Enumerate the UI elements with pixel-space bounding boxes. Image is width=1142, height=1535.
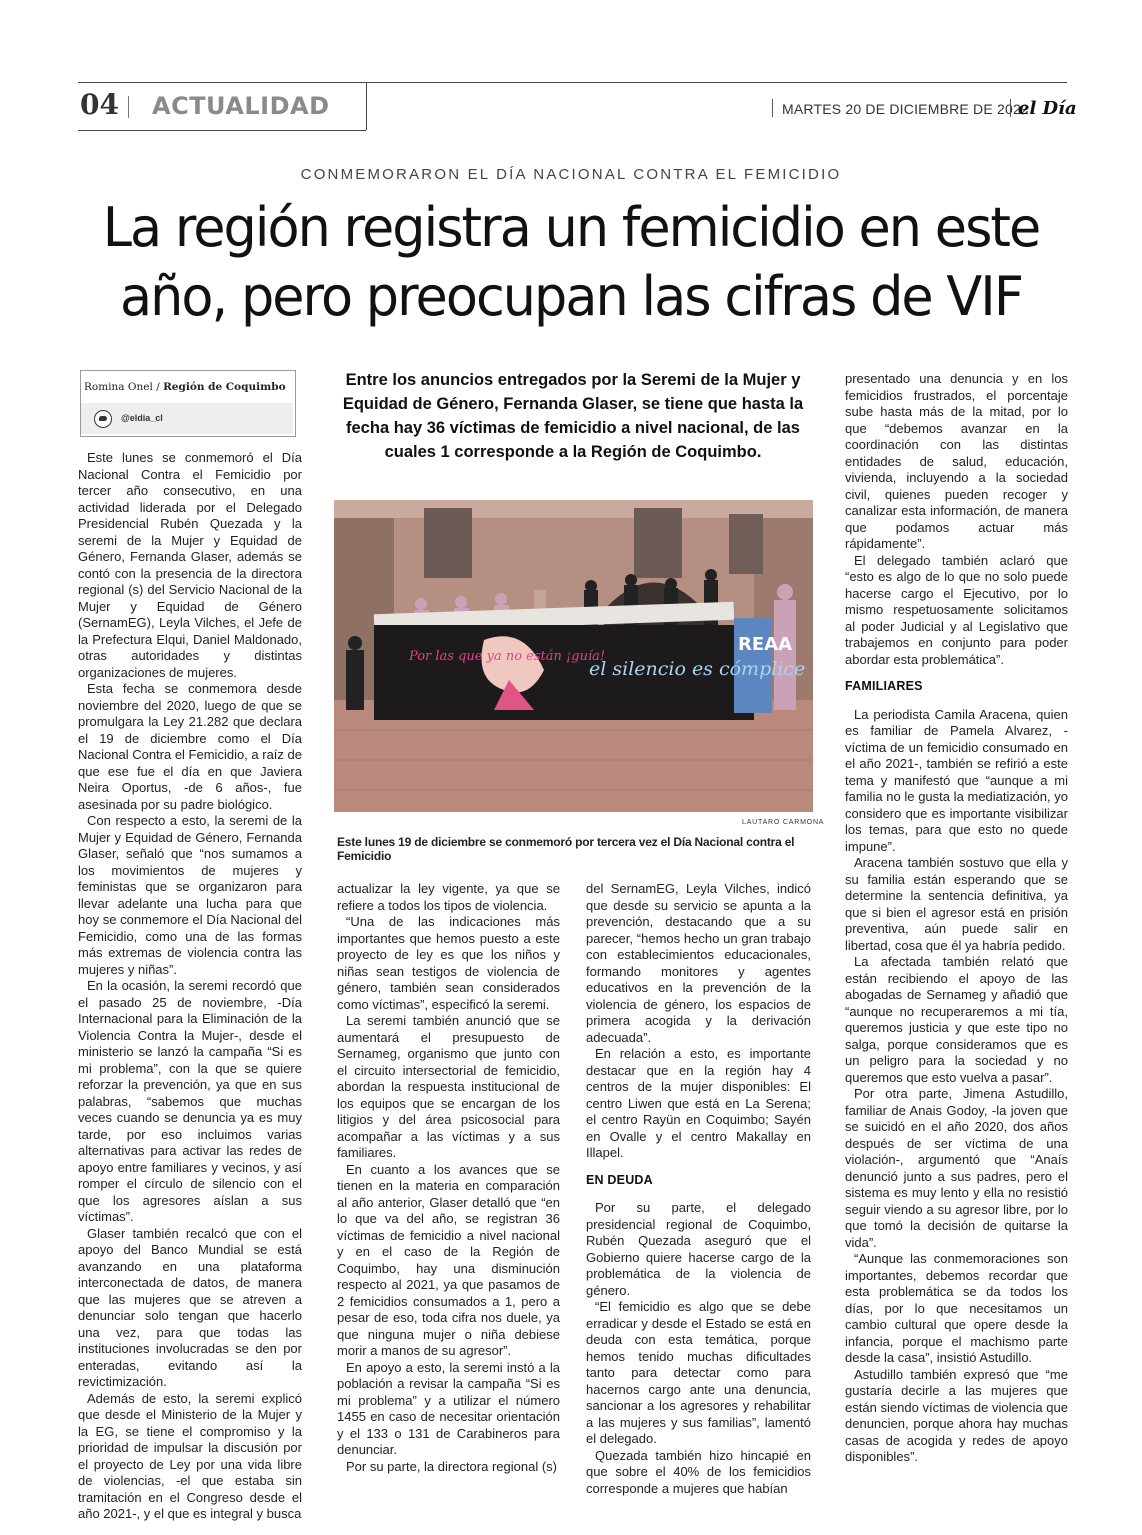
photo-caption: Este lunes 19 de diciembre se conmemoró por tercera vez el Día Nacional contra el Femicidio xyxy=(337,835,795,863)
twitter-handle: @eldia_cl xyxy=(121,413,163,423)
paragraph: Además de esto, la seremi explicó que desde el Ministerio de la Mujer y la EG, se tiene el compromiso y la prioridad de impulsar la discusión por el proyecto de Ley por una vida libre de violencias, -el que estaba sin tramitación en el Congreso desde el año 2021-, y el que es integral y busca xyxy=(78,1390,302,1521)
photo-illustration xyxy=(334,500,813,812)
page-number: 04 xyxy=(80,88,119,121)
header-top-rule xyxy=(78,82,1067,83)
article-headline: La región registra un femicidio en este año, pero preocupan las cifras de VIF xyxy=(102,196,1040,328)
paragraph: Aracena también sostuvo que ella y su familia están esperando que se determine la sentencia definitiva, ya que si bien el agresor está en prisión preventiva, aún puede salir en libertad, cosa que él ya habría pedido. xyxy=(845,855,1068,953)
banner-letters: REAA xyxy=(738,634,793,655)
photo-credit: LAUTARO CARMONA xyxy=(742,819,825,826)
author-social-band xyxy=(81,403,293,434)
paragraph: Por su parte, el delegado presidencial regional de Coquimbo, Rubén Quezada aseguró que el Gobierno quiere hacerse cargo de la problemática de la violencia de género. xyxy=(586,1200,811,1298)
paragraph: “Aunque las conmemoraciones son importantes, debemos recordar que esta problemática se da todos los días, por lo que necesitamos un cambio cultural que opere desde la infancia, porque el machismo parte desde la casa”, insistió Astudillo. xyxy=(845,1251,1068,1365)
paragraph: Con respecto a esto, la seremi de la Mujer y Equidad de Género, Fernanda Glaser, señaló que “nos sumamos a los movimientos de mujeres y feministas que se organizaron para llevar adelante una lucha para que hoy se conmemore el Día Nacional del Femicidio, como una de las formas más extremas de violencia contra las mujeres y niñas”. xyxy=(78,813,302,977)
paragraph: Por su parte, la directora regional (s) xyxy=(346,1458,557,1474)
date-separator-right xyxy=(1010,99,1011,117)
paragraph: En relación a esto, es importante destacar que en la región hay 4 centros de la mujer disponibles: El centro Liwen que está en La Serena; el centro Rayün en Coquimbo; Sayén en Ovalle y el centro Makallay en Illapel. xyxy=(586,1046,811,1160)
paragraph: En cuanto a los avances que se tienen en la materia en comparación al año anterior, Glaser detalló que “en lo que va del año, se registran 36 víctimas de femicidio a nivel nacional y en el caso de la Región de Coquimbo, hay una disminución respecto al 2021, ya que pasamos de 2 femicidios consumados a 1, pero a pesar de eso, toda cifra nos duele, ya que ninguna mujer o niña debiese morir a manos de su agresor”. xyxy=(337,1161,560,1358)
newspaper-logo: el Día xyxy=(1018,98,1077,119)
paragraph: Esta fecha se conmemora desde noviembre del 2020, luego de que se promulgara la Ley 21.282 que declara el 19 de diciembre como el Día Nacional Contra el Femicidio, a raíz de que ese fue el día en que Javiera Neira Oportus, -de 6 años-, fue asesinada por su padre biológico. xyxy=(78,681,302,812)
paragraph: del SernamEG, Leyla Vilches, indicó que desde su servicio se apunta a la prevención, destacando que a su parecer, “hemos hecho un gran trabajo con establecimientos educacionales, formando monitores y agentes educativos en la prevención de la violencia de género, los espacios de primera acogida y la derivación adecuada”. xyxy=(586,881,811,1045)
body-column-2 xyxy=(337,881,560,1475)
page-number-separator xyxy=(128,96,129,118)
article-lead: Entre los anuncios entregados por la Seremi de la Mujer y Equidad de Género, Fernanda Glaser, se tiene que hasta la fecha hay 36 víctimas de femicidio a nivel nacional, de las cuales 1 corresponde a la Región de Coquimbo. xyxy=(342,371,804,461)
banner-slogan-left: Por las que ya no están ¡guía! xyxy=(409,649,606,664)
byline: Romina Onel / Región de Coquimbo xyxy=(84,381,286,393)
section-title: ACTUALIDAD xyxy=(152,92,330,120)
paragraph: La periodista Camila Aracena, quien es familiar de Pamela Alvarez, -víctima de un femicidio consumado en el año 2021-, también se refirió a este tema y manifestó que “aunque a mi familia no le gusta la mediatización, yo considero que es importante visibilizar los temas, para que esto no quede impune”. xyxy=(845,706,1068,854)
article-kicker: CONMEMORARON EL DÍA NACIONAL CONTRA EL FEMICIDIO xyxy=(300,166,842,183)
body-column-4 xyxy=(845,371,1068,1466)
date-separator-left xyxy=(772,99,773,117)
subheading-en-deuda: EN DEUDA xyxy=(586,1172,653,1187)
paragraph: “El femicidio es algo que se debe erradicar y desde el Estado se está en deuda con esta temática, porque hemos tenido muchas dificultades tanto para detectar como para hacernos cargo ante una denuncia, sancionar a los agresores y rehabilitar a las mujeres y sus familias”, lamentó el delegado. xyxy=(586,1299,811,1446)
paragraph: “Una de las indicaciones más importantes que hemos puesto a este proyecto de ley es que los niños y niñas sean testigos de violencia de género, también sean considerados como víctimas”, especificó la seremi. xyxy=(337,914,560,1012)
paragraph: El delegado también aclaró que “esto es algo de lo que no solo puede hacerse cargo el Ejecutivo, por lo mismo respetuosamente solicitamos al poder Judicial y al Legislativo que trabajemos en conjunto para poder abordar esta problemática”. xyxy=(845,552,1068,667)
paragraph: En la ocasión, la seremi recordó que el pasado 25 de noviembre, -Día Internacional para la Eliminación de la Violencia Contra la Mujer-, desde el ministerio se lanzó la campaña “Si es mi problema”, con la que se quiere reforzar la prevención, ya que en sus palabras, “sabemos que muchas veces cuando se denuncia ya es muy tarde, por eso incluimos varias alternativas para activar las redes de apoyo entre familiares y vecinos, y así romper el círculo de silencio con el que los agresores aíslan a sus víctimas”. xyxy=(78,978,302,1224)
subheading-familiares: FAMILIARES xyxy=(845,679,923,693)
header-section-rule xyxy=(78,130,366,131)
author-region: Región de Coquimbo xyxy=(163,381,286,393)
paragraph: Por otra parte, Jimena Astudillo, familiar de Anais Godoy, -la joven que se suicidó en el año 2020, dos años después de ser víctima de una violación-, argumentó que “Anaís denunció junto a sus padres, pero el sistema es muy lento y ella no resistió seguir viendo a su agresor libre, por lo que tomó la decisión de quitarse la vida”. xyxy=(845,1086,1068,1250)
paragraph: presentado una denuncia y en los femicidios frustrados, el porcentaje sube hasta más de la mitad, por lo que “debemos avanzar en la coordinación con las distintas entidades de salud, educación, vivienda, incluyendo a la sociedad civil, quienes pueden recoger y canalizar esta información, de manera que podamos actuar más rápidamente”. xyxy=(845,371,1068,551)
body-column-1 xyxy=(78,450,302,1523)
twitter-icon xyxy=(94,410,112,428)
paragraph: actualizar la ley vigente, ya que se refiere a todos los tipos de violencia. xyxy=(337,881,560,913)
author-name: Romina Onel xyxy=(84,381,153,393)
paragraph: En apoyo a esto, la seremi instó a la población a revisar la campaña “Si es mi problema” y a utilizar el número 1455 en caso de necesitar orientación y el 133 o 131 de Carabineros para denunciar. xyxy=(337,1359,560,1457)
paragraph: Quezada también hizo hincapié en que sobre el 40% de los femicidios corresponde a mujeres que habían xyxy=(586,1447,811,1496)
publication-date: MARTES 20 DE DICIEMBRE DE 2022 xyxy=(782,101,1029,117)
paragraph: Glaser también recalcó que con el apoyo del Banco Mundial se está avanzando en una plataforma interconectada de datos, de manera que las mujeres que se atreven a denunciar solo tengan que hacerlo una vez, para que todas las instituciones involucradas se den por enteradas, evitando así la revictimización. xyxy=(78,1225,302,1389)
article-photo xyxy=(334,500,813,812)
banner-slogan: el silencio es cómplice xyxy=(589,658,806,680)
header-section-divider xyxy=(366,82,367,130)
body-column-3 xyxy=(586,881,811,1497)
paragraph: Este lunes se conmemoró el Día Nacional Contra el Femicidio por tercer año consecutivo, en una actividad liderada por el Delegado Presidencial Rubén Quezada y la seremi de la Mujer y Equidad de Género, Fernanda Glaser, además se contó con la presencia de la directora regional (s) del Servicio Nacional de la Mujer y Equidad de Género (SernamEG), Leyla Vilches, el Jefe de la Prefectura Elqui, Daniel Maldonado, otras autoridades y distintas organizaciones de mujeres. xyxy=(78,450,302,680)
paragraph: Astudillo también expresó que “me gustaría decirle a las mujeres que están siendo víctimas de violencia que denuncien, porque ahora hay muchas casas de acogida y redes de apoyo disponibles”. xyxy=(845,1366,1068,1464)
paragraph: La afectada también relató que están recibiendo el apoyo de las abogadas de Sernameg y añadió que “aunque no recuperaremos a mi tía, queremos justicia y que este tipo no salga, porque consideramos que es un peligro para la sociedad y no queremos que esto vuelva a pasar”. xyxy=(845,954,1068,1085)
paragraph: La seremi también anunció que se aumentará el presupuesto de Sernameg, organismo que junto con el circuito intersectorial de femicidio, abordan la respuesta institucional de los equipos que se encargan de los litigios y del área psicosocial para acompañar a las víctimas y a sus familiares. xyxy=(337,1013,560,1160)
